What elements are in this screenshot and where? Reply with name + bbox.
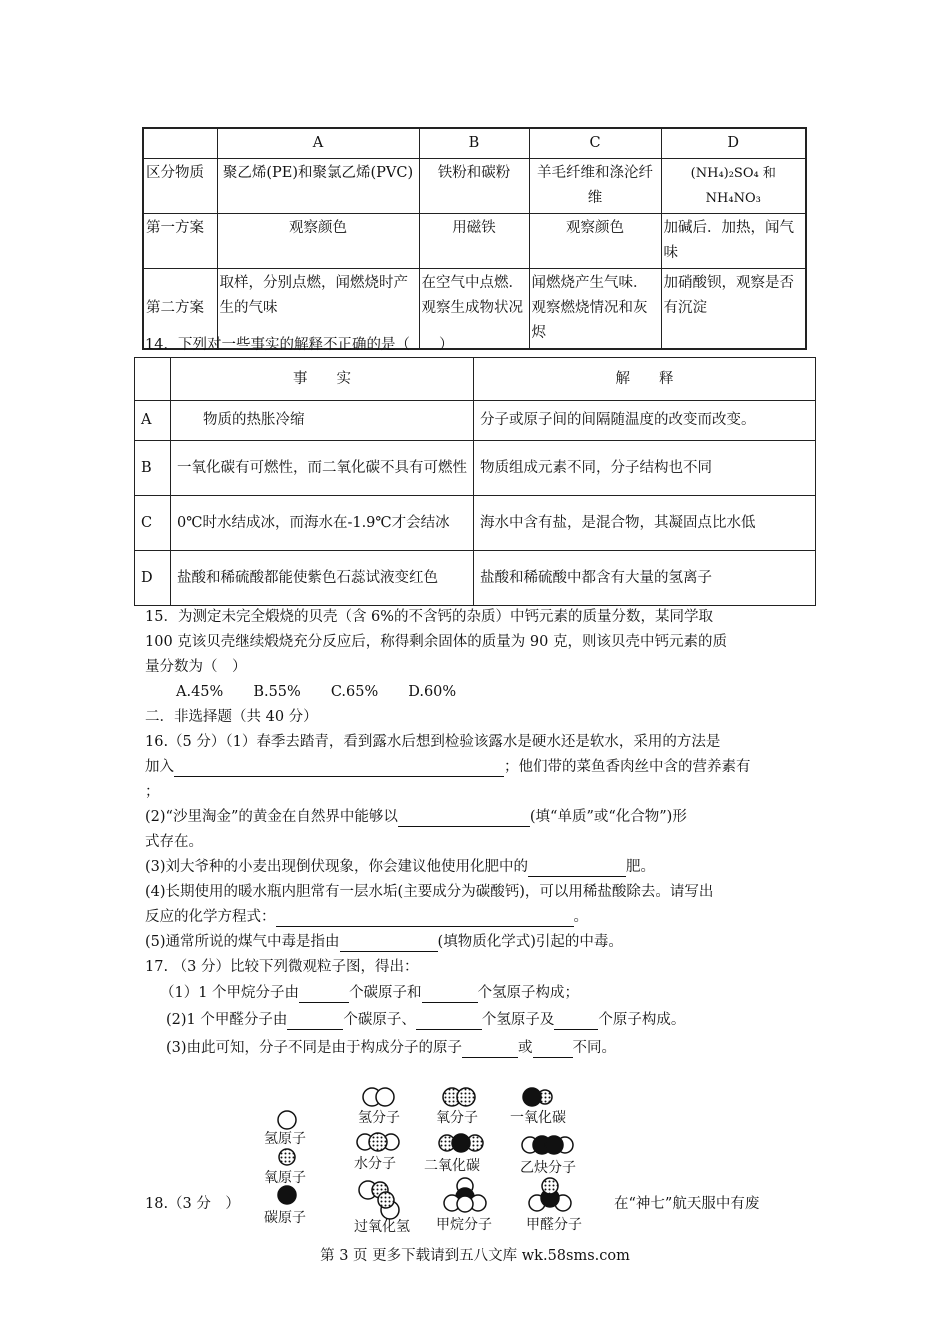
text: 个氢原子构成；: [477, 985, 580, 1001]
header-cell: C: [529, 128, 661, 159]
section-heading: 二．非选择题（共 40 分）: [145, 709, 318, 725]
cell: 取样，分别点燃，闻燃烧时产生的气味: [217, 269, 419, 350]
cell: 羊毛纤维和涤沦纤维: [529, 159, 661, 214]
header-cell: 解 释: [474, 358, 816, 401]
cell: 加碱后．加热，闻气味: [661, 214, 806, 269]
h2-molecule-icon: [363, 1088, 394, 1106]
header-cell: B: [419, 128, 529, 159]
label-ch2o: 甲醛分子: [526, 1217, 582, 1233]
o2-molecule-icon: [443, 1088, 475, 1106]
row-label: D: [135, 551, 171, 606]
text: 。: [573, 909, 588, 925]
oxygen-atom-icon: [279, 1149, 295, 1165]
text: (3)刘大爷种的小麦出现倒伏现象，你会建议他使用化肥中的: [145, 859, 529, 875]
text: 或: [518, 1040, 533, 1056]
q16-line: (4)长期使用的暖水瓶内胆常有一层水垢(主要成分为碳酸钙)，可以用稀盐酸除去。请写出: [145, 884, 714, 900]
text: 个氢原子及: [481, 1012, 555, 1028]
row-label: 第一方案: [143, 214, 217, 269]
co-molecule-icon: [523, 1088, 552, 1106]
ch2o-molecule-icon: [529, 1178, 571, 1211]
label-h2o2: 过氧化氢: [354, 1219, 410, 1235]
cell: 在空气中点燃．观察生成物状况: [419, 269, 529, 350]
co2-molecule-icon: [439, 1134, 483, 1152]
ch4-molecule-icon: [444, 1178, 486, 1212]
cell: 物质的热胀冷缩: [171, 401, 474, 441]
h2o-molecule-icon: [357, 1133, 399, 1151]
cell: 一氧化碳有可燃性，而二氧化碳不具有可燃性: [171, 441, 474, 496]
row-label: 区分物质: [143, 159, 217, 214]
cell: 加硝酸钡，观察是否有沉淀: [661, 269, 806, 350]
question-15-line: 量分数为（ ）: [145, 659, 247, 675]
cell: 聚乙烯(PE)和聚氯乙烯(PVC): [217, 159, 419, 214]
h2o2-molecule-icon: [359, 1181, 399, 1219]
cell: (NH₄)₂SO₄ 和 NH₄NO₃: [661, 159, 806, 214]
label-h2: 氢分子: [358, 1110, 400, 1126]
question-18-text: 在“神七”航天服中有废: [614, 1196, 760, 1212]
header-cell: 事 实: [171, 358, 474, 401]
text: 肥。: [626, 859, 656, 875]
text: 不同。: [572, 1040, 617, 1056]
cell: 闻燃烧产生气味．观察燃烧情况和灰烬: [529, 269, 661, 350]
label-ch4: 甲烷分子: [436, 1217, 492, 1233]
carbon-atom-icon: [278, 1186, 296, 1204]
page-footer: 第 3 页 更多下载请到五八文库 wk.58sms.com: [320, 1248, 630, 1264]
question-15-line: 15．为测定未完全煅烧的贝壳（含 6%的不含钙的杂质）中钙元素的质量分数，某同学取: [145, 609, 714, 625]
text: (5)通常所说的煤气中毒是指由: [145, 934, 340, 950]
text: (2)“沙里淘金”的黄金在自然界中能够以: [145, 809, 398, 825]
question-15-line: 100 克该贝壳继续煅烧充分反应后，称得剩余固体的质量为 90 克，则该贝壳中钙元素的质: [145, 634, 727, 650]
label-h2o: 水分子: [354, 1156, 396, 1172]
label-oxygen-atom: 氧原子: [264, 1170, 306, 1186]
cell: 海水中含有盐，是混合物，其凝固点比水低: [474, 496, 816, 551]
question-14: 14．下列对一些事实的解释不正确的是（ ）: [145, 337, 454, 353]
label-c2h2: 乙炔分子: [520, 1160, 576, 1176]
option-b: B.55%: [253, 684, 301, 700]
cell: 物质组成元素不同，分子结构也不同: [474, 441, 816, 496]
option-c: C.65%: [330, 684, 379, 700]
text: （1）1 个甲烷分子由: [160, 985, 300, 1001]
q16-line: 16.（5 分）（1）春季去踏青，看到露水后想到检验该露水是硬水还是软水，采用的方法是: [145, 734, 721, 750]
row-label: A: [135, 401, 171, 441]
cell: 用磁铁: [419, 214, 529, 269]
text: ；他们带的菜鱼香肉丝中含的营养素有: [504, 759, 751, 775]
q17-line: 17. （3 分）比较下列微观粒子图，得出：: [145, 959, 419, 975]
text: 个碳原子、: [343, 1012, 416, 1028]
label-hydrogen-atom: 氢原子: [264, 1131, 306, 1147]
label-o2: 氧分子: [436, 1110, 478, 1126]
cell: 0℃时水结成冰，而海水在-1.9℃才会结冰: [171, 496, 474, 551]
label-carbon-atom: 碳原子: [264, 1210, 306, 1226]
header-cell: A: [217, 128, 419, 159]
q16-line: ；: [145, 784, 160, 800]
label-co2: 二氧化碳: [424, 1158, 480, 1174]
text: (2)1 个甲醛分子由: [166, 1012, 288, 1028]
text: (填“单质”或“化合物”)形: [529, 809, 687, 825]
hydrogen-atom-icon: [278, 1111, 296, 1129]
header-cell: D: [661, 128, 806, 159]
text: 个碳原子和: [349, 985, 422, 1001]
text: 反应的化学方程式：: [145, 909, 276, 925]
text: 个原子构成。: [598, 1012, 686, 1028]
row-label: 第二方案: [143, 269, 217, 350]
c2h2-molecule-icon: [522, 1136, 573, 1154]
text: (填物质化学式)引起的中毒。: [437, 934, 623, 950]
row-label: C: [135, 496, 171, 551]
cell: 盐酸和稀硫酸都能使紫色石蕊试液变红色: [171, 551, 474, 606]
label-co: 一氧化碳: [510, 1110, 566, 1126]
cell: 分子或原子间的间隔随温度的改变而改变。: [474, 401, 816, 441]
q16-line: 式存在。: [145, 834, 203, 850]
cell: 观察颜色: [217, 214, 419, 269]
option-d: D.60%: [408, 684, 457, 700]
cell: 铁粉和碳粉: [419, 159, 529, 214]
text: (3)由此可知，分子不同是由于构成分子的原子: [166, 1040, 463, 1056]
option-a: A.45%: [176, 684, 224, 700]
row-label: B: [135, 441, 171, 496]
cell: 观察颜色: [529, 214, 661, 269]
question-18-label: 18.（3 分 ）: [145, 1196, 240, 1212]
text: 加入: [145, 759, 174, 775]
cell: 盐酸和稀硫酸中都含有大量的氢离子: [474, 551, 816, 606]
